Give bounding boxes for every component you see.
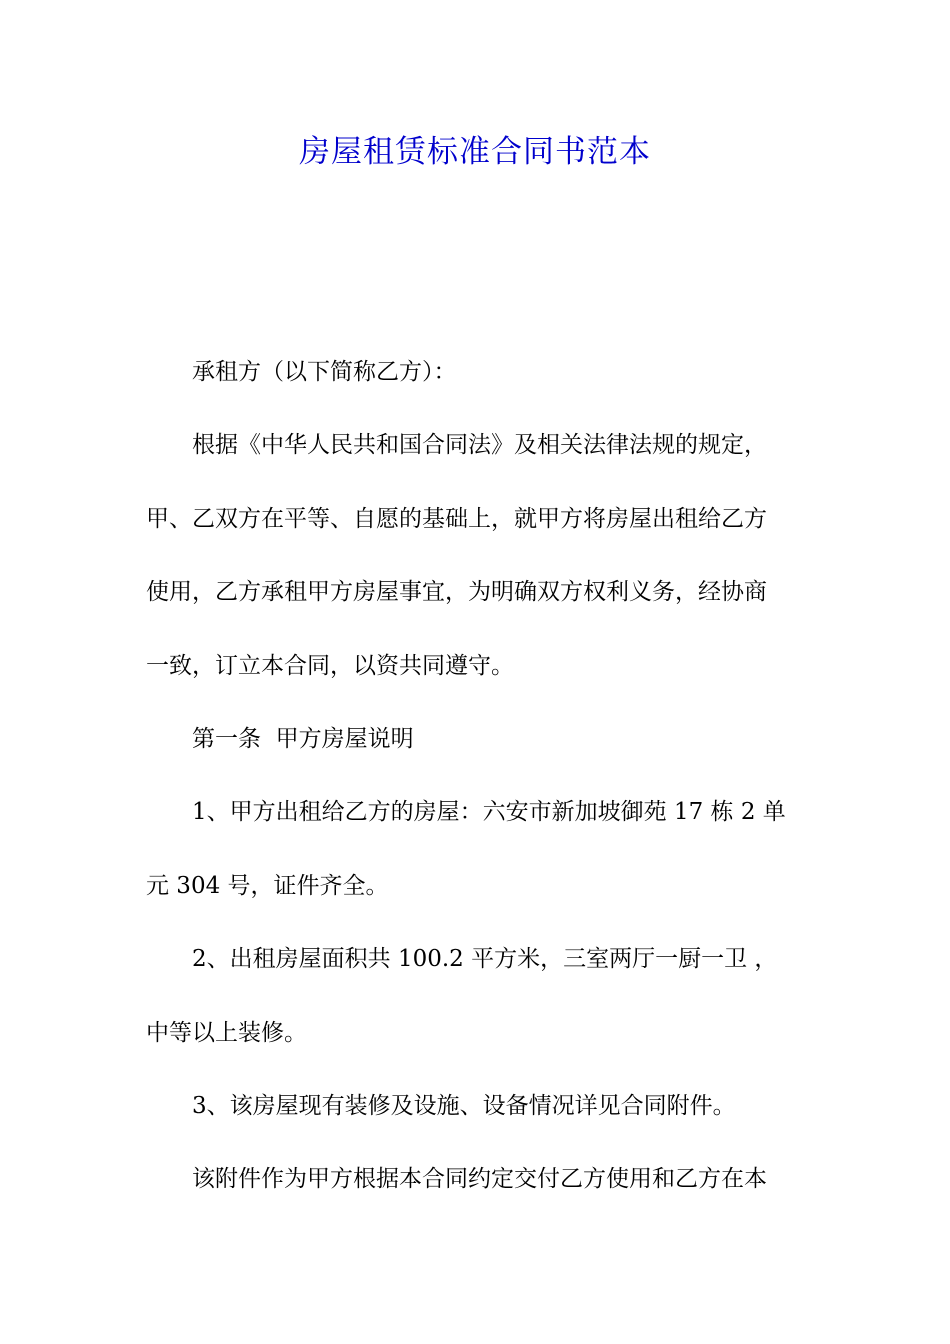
document-body: [146, 336, 811, 1217]
paragraph-line: 承租方（以下简称乙方）：: [192, 359, 457, 385]
paragraph-line: 根据《中华人民共和国合同法》及相关法律法规的规定，: [192, 432, 767, 459]
document-title: 房屋租赁标准合同书范本: [299, 134, 651, 170]
paragraph-line: 元 304 号，证件齐全。: [146, 872, 389, 899]
paragraph-line: 该附件作为甲方根据本合同约定交付乙方使用和乙方在本: [192, 1166, 767, 1193]
paragraph-line: 中等以上装修。: [146, 1019, 307, 1046]
paragraph-line: 1、甲方出租给乙方的房屋：六安市新加坡御苑 17 栋 2 单: [192, 799, 786, 826]
paragraph-line: 一致，订立本合同，以资共同遵守。: [146, 652, 514, 679]
paragraph-line: 2、出租房屋面积共 100.2 平方米，三室两厅一厨一卫 ，: [192, 946, 778, 973]
paragraph-line: 3、该房屋现有装修及设施、设备情况详见合同附件。: [192, 1092, 736, 1119]
paragraph-line: 使用，乙方承租甲方房屋事宜，为明确双方权利义务，经协商: [146, 579, 767, 606]
paragraph-line: 甲、乙双方在平等、自愿的基础上，就甲方将房屋出租给乙方: [146, 505, 767, 532]
section-heading: 第一条 甲方房屋说明: [192, 725, 414, 752]
